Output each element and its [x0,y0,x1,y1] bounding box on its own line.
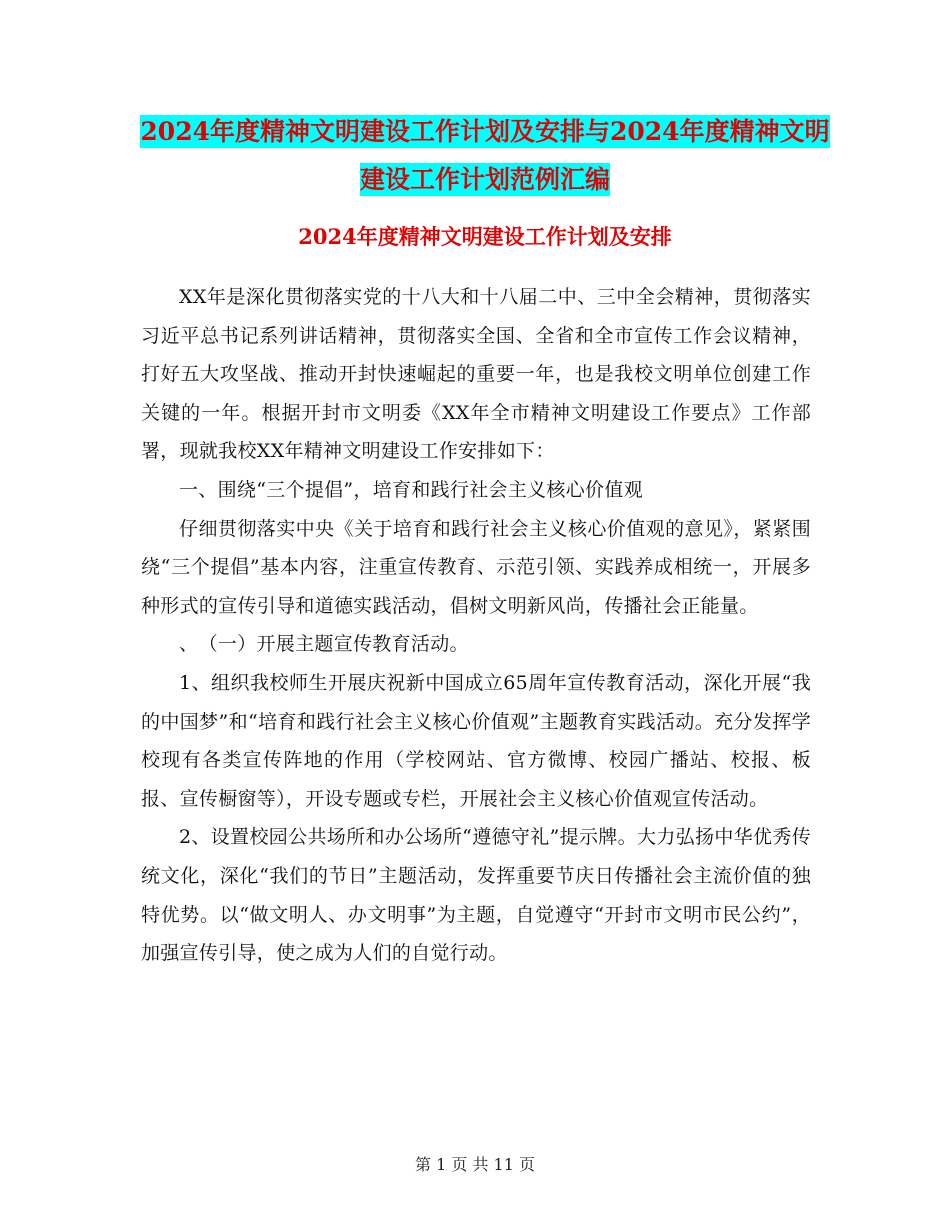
paragraph-intro: XX年是深化贯彻落实党的十八大和十八届二中、三中全会精神，贯彻落实习近平总书记系列讲话精神，贯彻落实全国、全省和全市宣传工作会议精神，打好五大攻坚战、推动开封快速崛起的重要一年，也是我校文明单位创建工作关键的一年。根据开封市文明委《XX年全市精神文明建设工作要点》工作部署，现就我校XX年精神文明建设工作安排如下： [141,286,811,463]
section-title: 2024年度精神文明建设工作计划及安排 [298,224,672,249]
main-title-text: 2024年度精神文明建设工作计划及安排与2024年度精神文明建设工作计划范例汇编 [140,117,830,194]
paragraph-item-two: 2、设置校园公共场所和办公场所“遵德守礼”提示牌。大力弘扬中华优秀传统文化，深化“我们的节日”主题活动，发挥重要节庆日传播社会主流价值的独特优势。以“做文明人、办文明事”为主题，自觉遵守“开封市文明市民公约”，加强宣传引导，使之成为人们的自觉行动。 [141,826,811,965]
paragraph-section-one: 仔细贯彻落实中央《关于培育和践行社会主义核心价值观的意见》，紧紧围绕“三个提倡”基本内容，注重宣传教育、示范引领、实践养成相统一，开展多种形式的宣传引导和道德实践活动，倡树文明新风尚，传播社会正能量。 [141,517,811,617]
heading-section-one: 一、围绕“三个提倡”，培育和践行社会主义核心价值观 [179,478,643,501]
page-number-footer: 第 1 页 共 11 页 [415,1155,535,1174]
document-body [141,278,811,973]
heading-subsection-one: 、 （一）开展主题宣传教育活动。 [179,633,469,656]
paragraph-item-one: 1、组织我校师生开展庆祝新中国成立65周年宣传教育活动，深化开展“我的中国梦”和“培育和践行社会主义核心价值观”主题教育实践活动。充分发挥学校现有各类宣传阵地的作用（学校网站、官方微博、校园广播站、校报、板报、宣传橱窗等），开设专题或专栏，开展社会主义核心价值观宣传活动。 [141,671,811,810]
document-main-title [140,108,830,204]
